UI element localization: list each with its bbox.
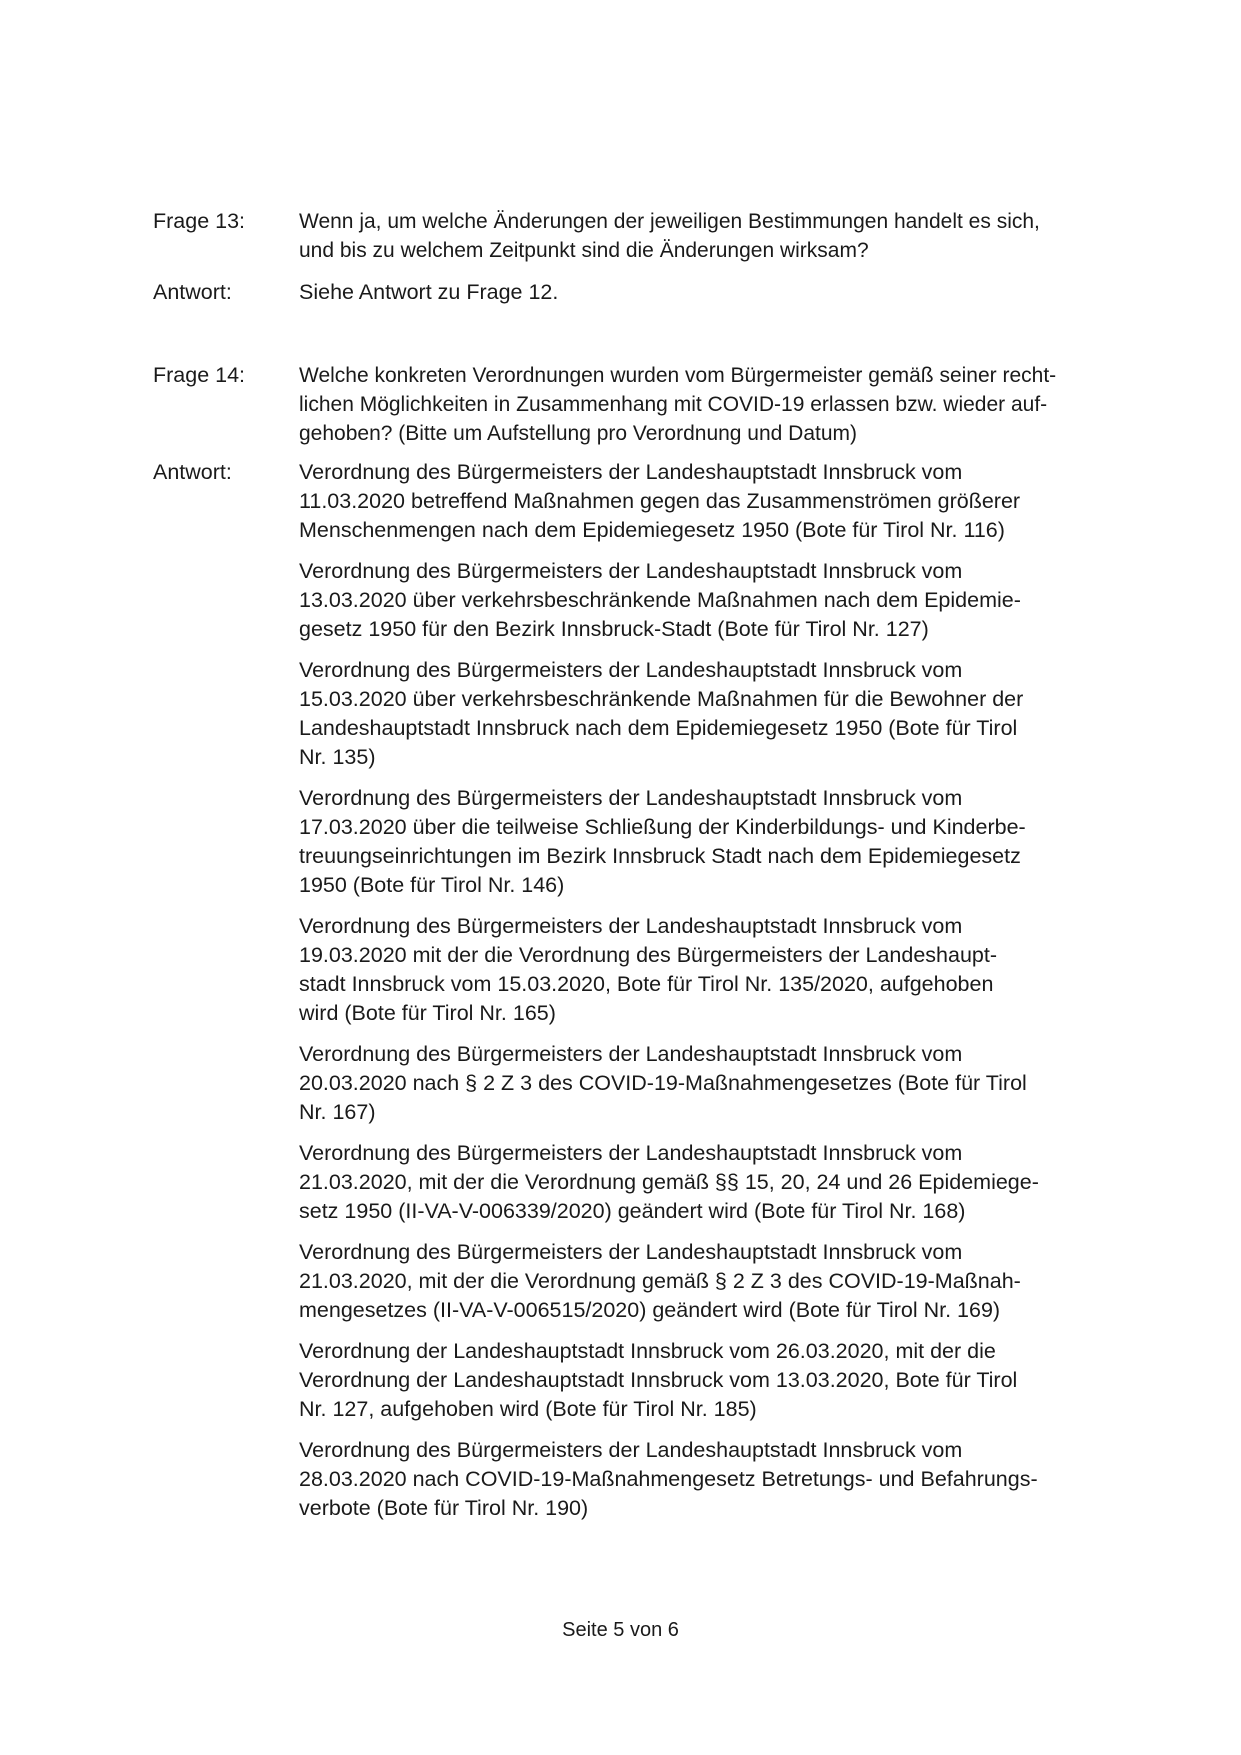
page-number: Seite 5 von 6 <box>562 1619 679 1641</box>
question-text: Wenn ja, um welche Änderungen der jeweiligen Bestimmungen handelt es sich, und bis zu welchem Zeitpunkt sind die Änderungen wirksam? <box>299 210 1040 262</box>
answer-text: Siehe Antwort zu Frage 12. <box>299 280 559 304</box>
question-label: Frage 13: <box>153 209 246 233</box>
list-item: Verordnung des Bürgermeisters der Landeshauptstadt Innsbruck vom 11.03.2020 betreffend Maßnahmen gegen das Zusammenströmen größerer Menschenmengen nach dem Epidemiegesetz 1950 (Bote für Tirol Nr. 116) <box>299 460 1021 542</box>
question-label: Frage 14: <box>153 363 246 387</box>
answer-list <box>299 458 1133 1535</box>
list-item: Verordnung der Landeshauptstadt Innsbruck vom 26.03.2020, mit der die Verordnung der Landeshauptstadt Innsbruck vom 13.03.2020, Bote für Tirol Nr. 127, aufgehoben wird (Bote für Tirol Nr. 185) <box>299 1339 1018 1421</box>
list-item: Verordnung des Bürgermeisters der Landeshauptstadt Innsbruck vom 21.03.2020, mit der die Verordnung gemäß § 2 Z 3 des COVID-19-Maßnah- mengesetzes (II-VA-V-006515/2020) geändert wird (Bote für Tirol Nr. 169) <box>299 1240 1021 1322</box>
question-text: Welche konkreten Verordnungen wurden vom Bürgermeister gemäß seiner recht- lichen Möglichkeiten in Zusammenhang mit COVID-19 erlassen bzw. wieder auf- gehoben? (Bitte um Aufstellung pro Verordnung und Datum) <box>299 364 1057 445</box>
list-item: Verordnung des Bürgermeisters der Landeshauptstadt Innsbruck vom 13.03.2020 über verkehrsbeschränkende Maßnahmen nach dem Epidemie- gesetz 1950 für den Bezirk Innsbruck-Stadt (Bote für Tirol Nr. 127) <box>299 559 1021 641</box>
answer-13 <box>153 278 1133 307</box>
question-14 <box>153 361 1133 448</box>
list-item: Verordnung des Bürgermeisters der Landeshauptstadt Innsbruck vom 19.03.2020 mit der die Verordnung des Bürgermeisters der Landeshaupt- stadt Innsbruck vom 15.03.2020, Bote für Tirol Nr. 135/2020, aufgehoben wird (Bote für Tirol Nr. 165) <box>299 914 997 1025</box>
answer-label: Antwort: <box>153 460 232 484</box>
list-item: Verordnung des Bürgermeisters der Landeshauptstadt Innsbruck vom 21.03.2020, mit der die Verordnung gemäß §§ 15, 20, 24 und 26 Epidemiege- setz 1950 (II-VA-V-006339/2020) geändert wird (Bote für Tirol Nr. 168) <box>299 1141 1039 1223</box>
list-item: Verordnung des Bürgermeisters der Landeshauptstadt Innsbruck vom 15.03.2020 über verkehrsbeschränkende Maßnahmen für die Bewohner der Landeshauptstadt Innsbruck nach dem Epidemiegesetz 1950 (Bote für Tirol Nr. 135) <box>299 658 1024 769</box>
list-item: Verordnung des Bürgermeisters der Landeshauptstadt Innsbruck vom 20.03.2020 nach § 2 Z 3 des COVID-19-Maßnahmengesetzes (Bote für Tirol Nr. 167) <box>299 1042 1027 1124</box>
answer-label: Antwort: <box>153 280 232 304</box>
question-13 <box>153 207 1133 265</box>
list-item: Verordnung des Bürgermeisters der Landeshauptstadt Innsbruck vom 17.03.2020 über die teilweise Schließung der Kinderbildungs- und Kinderbe- treuungseinrichtungen im Bezirk Innsbruck Stadt nach dem Epidemiegesetz 1950 (Bote für Tirol Nr. 146) <box>299 786 1026 897</box>
list-item: Verordnung des Bürgermeisters der Landeshauptstadt Innsbruck vom 28.03.2020 nach COVID-19-Maßnahmengesetz Betretungs- und Befahrungs- verbote (Bote für Tirol Nr. 190) <box>299 1438 1038 1520</box>
answer-14 <box>153 458 1133 1535</box>
